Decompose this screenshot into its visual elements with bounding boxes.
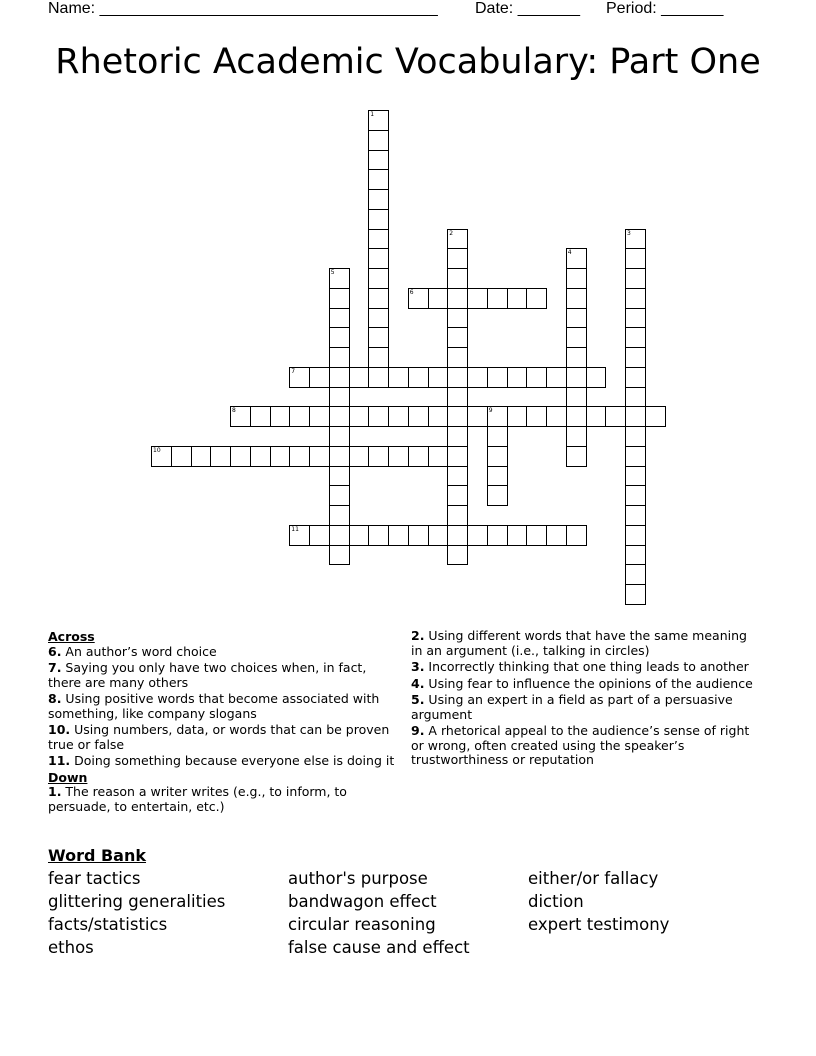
crossword-cell[interactable] (349, 367, 370, 388)
crossword-cell[interactable] (309, 446, 330, 467)
crossword-cell[interactable] (447, 406, 468, 427)
crossword-cell[interactable] (368, 110, 389, 131)
crossword-cell[interactable] (230, 446, 251, 467)
crossword-cell[interactable] (566, 406, 587, 427)
clue-number: 10 (153, 446, 161, 454)
crossword-cell[interactable] (625, 426, 646, 447)
period-field[interactable]: Period: _______ (606, 0, 724, 17)
word-bank-item: author's purpose (288, 869, 428, 888)
crossword-cell[interactable] (487, 288, 508, 309)
word-bank-column-1 (48, 867, 225, 959)
clue-number-label: 4. (411, 675, 425, 691)
crossword-cell[interactable] (526, 367, 547, 388)
crossword-cell[interactable] (309, 525, 330, 546)
date-field[interactable]: Date: _______ (475, 0, 580, 17)
name-field[interactable]: Name: ______________________________________ (48, 0, 438, 17)
crossword-cell[interactable] (368, 130, 389, 151)
crossword-cell[interactable] (408, 525, 429, 546)
clue-item (48, 723, 403, 752)
clue-number-label: 7. (48, 660, 62, 675)
crossword-cell[interactable] (625, 584, 646, 605)
word-bank-item: bandwagon effect (288, 892, 437, 911)
crossword-cell[interactable] (625, 367, 646, 388)
clue-number: 11 (291, 525, 299, 533)
clue-number: 8 (232, 407, 236, 415)
clue-item (411, 660, 761, 675)
down-clue-list-left (48, 785, 403, 814)
crossword-cell[interactable] (447, 327, 468, 348)
clue-number: 3 (627, 229, 631, 237)
clue-number: 1 (370, 111, 375, 118)
crossword-cell[interactable] (329, 406, 350, 427)
word-bank-item: expert testimony (528, 915, 670, 934)
page-title: Rhetoric Academic Vocabulary: Part One (55, 42, 761, 82)
crossword-cell[interactable] (625, 485, 646, 506)
crossword-cell[interactable] (487, 446, 508, 467)
word-bank-item: false cause and effect (288, 938, 470, 957)
crossword-cell[interactable] (625, 288, 646, 309)
crossword-cell[interactable] (625, 446, 646, 467)
crossword-cell[interactable] (487, 525, 508, 546)
crossword-cell[interactable] (625, 505, 646, 526)
crossword-cell[interactable] (309, 367, 330, 388)
word-bank-item: ethos (48, 938, 94, 957)
crossword-cell[interactable] (329, 367, 350, 388)
crossword-cell[interactable] (329, 327, 350, 348)
crossword-cell[interactable] (329, 288, 350, 309)
crossword-cell[interactable] (428, 367, 449, 388)
clue-text: Using an expert in a field as part of a persuasive argument (411, 692, 733, 722)
crossword-cell[interactable] (447, 485, 468, 506)
crossword-cell[interactable] (487, 426, 508, 447)
crossword-cell[interactable] (447, 248, 468, 269)
clue-number-label: 11. (48, 753, 71, 768)
crossword-cell[interactable] (447, 367, 468, 388)
clue-text: An author’s word choice (61, 643, 217, 659)
crossword-cell[interactable] (467, 525, 488, 546)
crossword-cell[interactable] (625, 564, 646, 585)
crossword-cell[interactable] (289, 525, 310, 546)
crossword-cell[interactable] (151, 446, 172, 467)
crossword-cell[interactable] (349, 446, 370, 467)
clue-number: 6 (409, 288, 414, 296)
clue-number-label: 5. (411, 692, 425, 707)
crossword-cell[interactable] (447, 308, 468, 329)
crossword-cell[interactable] (270, 406, 291, 427)
crossword-cell[interactable] (368, 525, 389, 546)
crossword-cell[interactable] (586, 367, 607, 388)
clues-right-column (411, 629, 761, 770)
crossword-cell[interactable] (546, 367, 567, 388)
crossword-cell[interactable] (329, 446, 350, 467)
crossword-cell[interactable] (625, 406, 646, 427)
crossword-cell[interactable] (447, 229, 468, 250)
crossword-cell[interactable] (368, 327, 389, 348)
crossword-cell[interactable] (309, 406, 330, 427)
crossword-cell[interactable] (210, 446, 231, 467)
crossword-cell[interactable] (447, 268, 468, 289)
crossword-cell[interactable] (566, 387, 587, 408)
crossword-cell[interactable] (349, 525, 370, 546)
crossword-cell[interactable] (368, 189, 389, 210)
crossword-cell[interactable] (368, 446, 389, 467)
down-clue-list-right (411, 629, 761, 768)
crossword-cell[interactable] (191, 446, 212, 467)
crossword-cell[interactable] (566, 525, 587, 546)
word-bank-item: glittering generalities (48, 892, 226, 911)
crossword-cell[interactable] (566, 367, 587, 388)
crossword-cell[interactable] (625, 545, 646, 566)
crossword-cell[interactable] (566, 327, 587, 348)
crossword-cell[interactable] (329, 545, 350, 566)
crossword-cell[interactable] (388, 446, 409, 467)
clue-text: Using different words that have the same meaning in an argument (i.e., talking in circles) (411, 628, 747, 658)
crossword-cell[interactable] (250, 406, 271, 427)
crossword-cell[interactable] (487, 485, 508, 506)
crossword-cell[interactable] (329, 268, 350, 289)
crossword-cell[interactable] (526, 525, 547, 546)
crossword-cell[interactable] (428, 288, 449, 309)
clue-number-label: 9. (411, 723, 425, 738)
clue-number-label: 1. (48, 784, 62, 799)
crossword-cell[interactable] (230, 406, 251, 427)
crossword-cell[interactable] (447, 525, 468, 546)
word-bank-column-2 (288, 867, 470, 959)
word-bank-heading: Word Bank (48, 846, 147, 865)
clue-text: Incorrectly thinking that one thing leads to another (424, 659, 749, 674)
crossword-cell[interactable] (586, 406, 607, 427)
crossword-cell[interactable] (171, 446, 192, 467)
crossword-cell[interactable] (368, 169, 389, 190)
clue-number-label: 2. (411, 628, 425, 643)
clue-number-label: 10. (48, 722, 71, 737)
crossword-cell[interactable] (388, 525, 409, 546)
crossword-cell[interactable] (289, 406, 310, 427)
clue-text: Doing something because everyone else is doing it (70, 753, 395, 768)
crossword-cell[interactable] (447, 426, 468, 447)
clue-item (411, 693, 761, 722)
crossword-cell[interactable] (408, 406, 429, 427)
crossword-cell[interactable] (566, 308, 587, 329)
crossword-cell[interactable] (408, 288, 429, 309)
word-bank-item: either/or fallacy (528, 869, 659, 888)
crossword-cell[interactable] (467, 288, 488, 309)
clue-item (411, 677, 761, 692)
crossword-cell[interactable] (289, 446, 310, 467)
word-bank-item: fear tactics (48, 869, 141, 888)
crossword-cell[interactable] (487, 466, 508, 487)
crossword-cell[interactable] (447, 446, 468, 467)
word-bank-column-3 (528, 867, 669, 936)
clue-number-label: 8. (48, 691, 62, 706)
crossword-cell[interactable] (428, 446, 449, 467)
crossword-cell[interactable] (625, 229, 646, 250)
clue-item (48, 645, 403, 660)
crossword-cell[interactable] (625, 466, 646, 487)
crossword-cell[interactable] (329, 505, 350, 526)
crossword-cell[interactable] (368, 406, 389, 427)
crossword-cell[interactable] (368, 268, 389, 289)
crossword-cell[interactable] (625, 248, 646, 269)
crossword-cell[interactable] (368, 248, 389, 269)
crossword-cell[interactable] (447, 288, 468, 309)
clue-text: Using numbers, data, or words that can be proven true or false (48, 722, 390, 752)
crossword-cell[interactable] (368, 367, 389, 388)
crossword-cell[interactable] (447, 505, 468, 526)
crossword-cell[interactable] (368, 229, 389, 250)
across-heading: Across (48, 629, 95, 644)
crossword-cell[interactable] (368, 308, 389, 329)
crossword-cell[interactable] (388, 367, 409, 388)
crossword-cell[interactable] (329, 525, 350, 546)
clue-item (48, 661, 403, 690)
clue-number-label: 3. (411, 659, 425, 674)
crossword-cell[interactable] (329, 347, 350, 368)
clue-text: Saying you only have two choices when, in fact, there are many others (48, 660, 367, 690)
crossword-cell[interactable] (507, 525, 528, 546)
crossword-cell[interactable] (625, 347, 646, 368)
crossword-cell[interactable] (388, 406, 409, 427)
crossword-cell[interactable] (566, 347, 587, 368)
crossword-cell[interactable] (408, 367, 429, 388)
crossword-cell[interactable] (368, 347, 389, 368)
crossword-cell[interactable] (625, 308, 646, 329)
clue-item (48, 692, 403, 721)
crossword-cell[interactable] (605, 406, 626, 427)
crossword-cell[interactable] (507, 406, 528, 427)
crossword-cell[interactable] (368, 209, 389, 230)
crossword-cell[interactable] (329, 426, 350, 447)
clue-number: 9 (488, 407, 493, 415)
clue-text: Using fear to influence the opinions of the audience (424, 675, 753, 691)
clue-number: 5 (330, 269, 335, 276)
crossword-cell[interactable] (250, 446, 271, 467)
crossword-cell[interactable] (329, 485, 350, 506)
clue-number: 4 (567, 249, 572, 257)
across-clue-list (48, 645, 403, 769)
crossword-cell[interactable] (566, 288, 587, 309)
crossword-cell[interactable] (526, 406, 547, 427)
crossword-cell[interactable] (625, 268, 646, 289)
crossword-cell[interactable] (566, 446, 587, 467)
clue-text: A rhetorical appeal to the audience’s sense of right or wrong, often created using the speaker’s trustworthiness or reputation (411, 723, 750, 767)
crossword-cell[interactable] (487, 367, 508, 388)
word-bank-item: facts/statistics (48, 915, 168, 934)
crossword-cell[interactable] (546, 525, 567, 546)
clue-item (411, 724, 761, 768)
clue-number: 2 (449, 229, 454, 237)
crossword-cell[interactable] (526, 288, 547, 309)
clue-item (411, 629, 761, 658)
crossword-cell[interactable] (467, 406, 488, 427)
clue-text: Using positive words that become associated with something, like company slogans (48, 691, 380, 721)
crossword-cell[interactable] (467, 367, 488, 388)
clue-item (48, 785, 403, 814)
crossword-cell[interactable] (428, 406, 449, 427)
crossword-cell[interactable] (447, 545, 468, 566)
crossword-cell[interactable] (349, 406, 370, 427)
crossword-cell[interactable] (368, 150, 389, 171)
crossword-cell[interactable] (625, 327, 646, 348)
clue-item (48, 754, 403, 769)
clue-number-label: 6. (48, 643, 62, 659)
crossword-cell[interactable] (447, 347, 468, 368)
crossword-cell[interactable] (447, 466, 468, 487)
crossword-cell[interactable] (289, 367, 310, 388)
crossword-cell[interactable] (625, 387, 646, 408)
crossword-cell[interactable] (270, 446, 291, 467)
crossword-cell[interactable] (487, 406, 508, 427)
crossword-cell[interactable] (566, 426, 587, 447)
crossword-cell[interactable] (329, 308, 350, 329)
crossword-cell[interactable] (566, 248, 587, 269)
word-bank-item: circular reasoning (288, 915, 436, 934)
clues-left-column (48, 629, 403, 816)
crossword-cell[interactable] (625, 525, 646, 546)
crossword-cell[interactable] (546, 406, 567, 427)
clue-number: 7 (291, 367, 296, 375)
clue-text: The reason a writer writes (e.g., to inform, to persuade, to entertain, etc.) (48, 784, 347, 814)
crossword-cell[interactable] (447, 387, 468, 408)
crossword-cell[interactable] (368, 288, 389, 309)
crossword-cell[interactable] (329, 466, 350, 487)
crossword-cell[interactable] (428, 525, 449, 546)
crossword-cell[interactable] (329, 387, 350, 408)
down-heading: Down (48, 769, 88, 785)
word-bank-item: diction (528, 892, 584, 911)
crossword-cell[interactable] (507, 288, 528, 309)
crossword-cell[interactable] (645, 406, 666, 427)
crossword-cell[interactable] (507, 367, 528, 388)
crossword-cell[interactable] (566, 268, 587, 289)
crossword-cell[interactable] (408, 446, 429, 467)
